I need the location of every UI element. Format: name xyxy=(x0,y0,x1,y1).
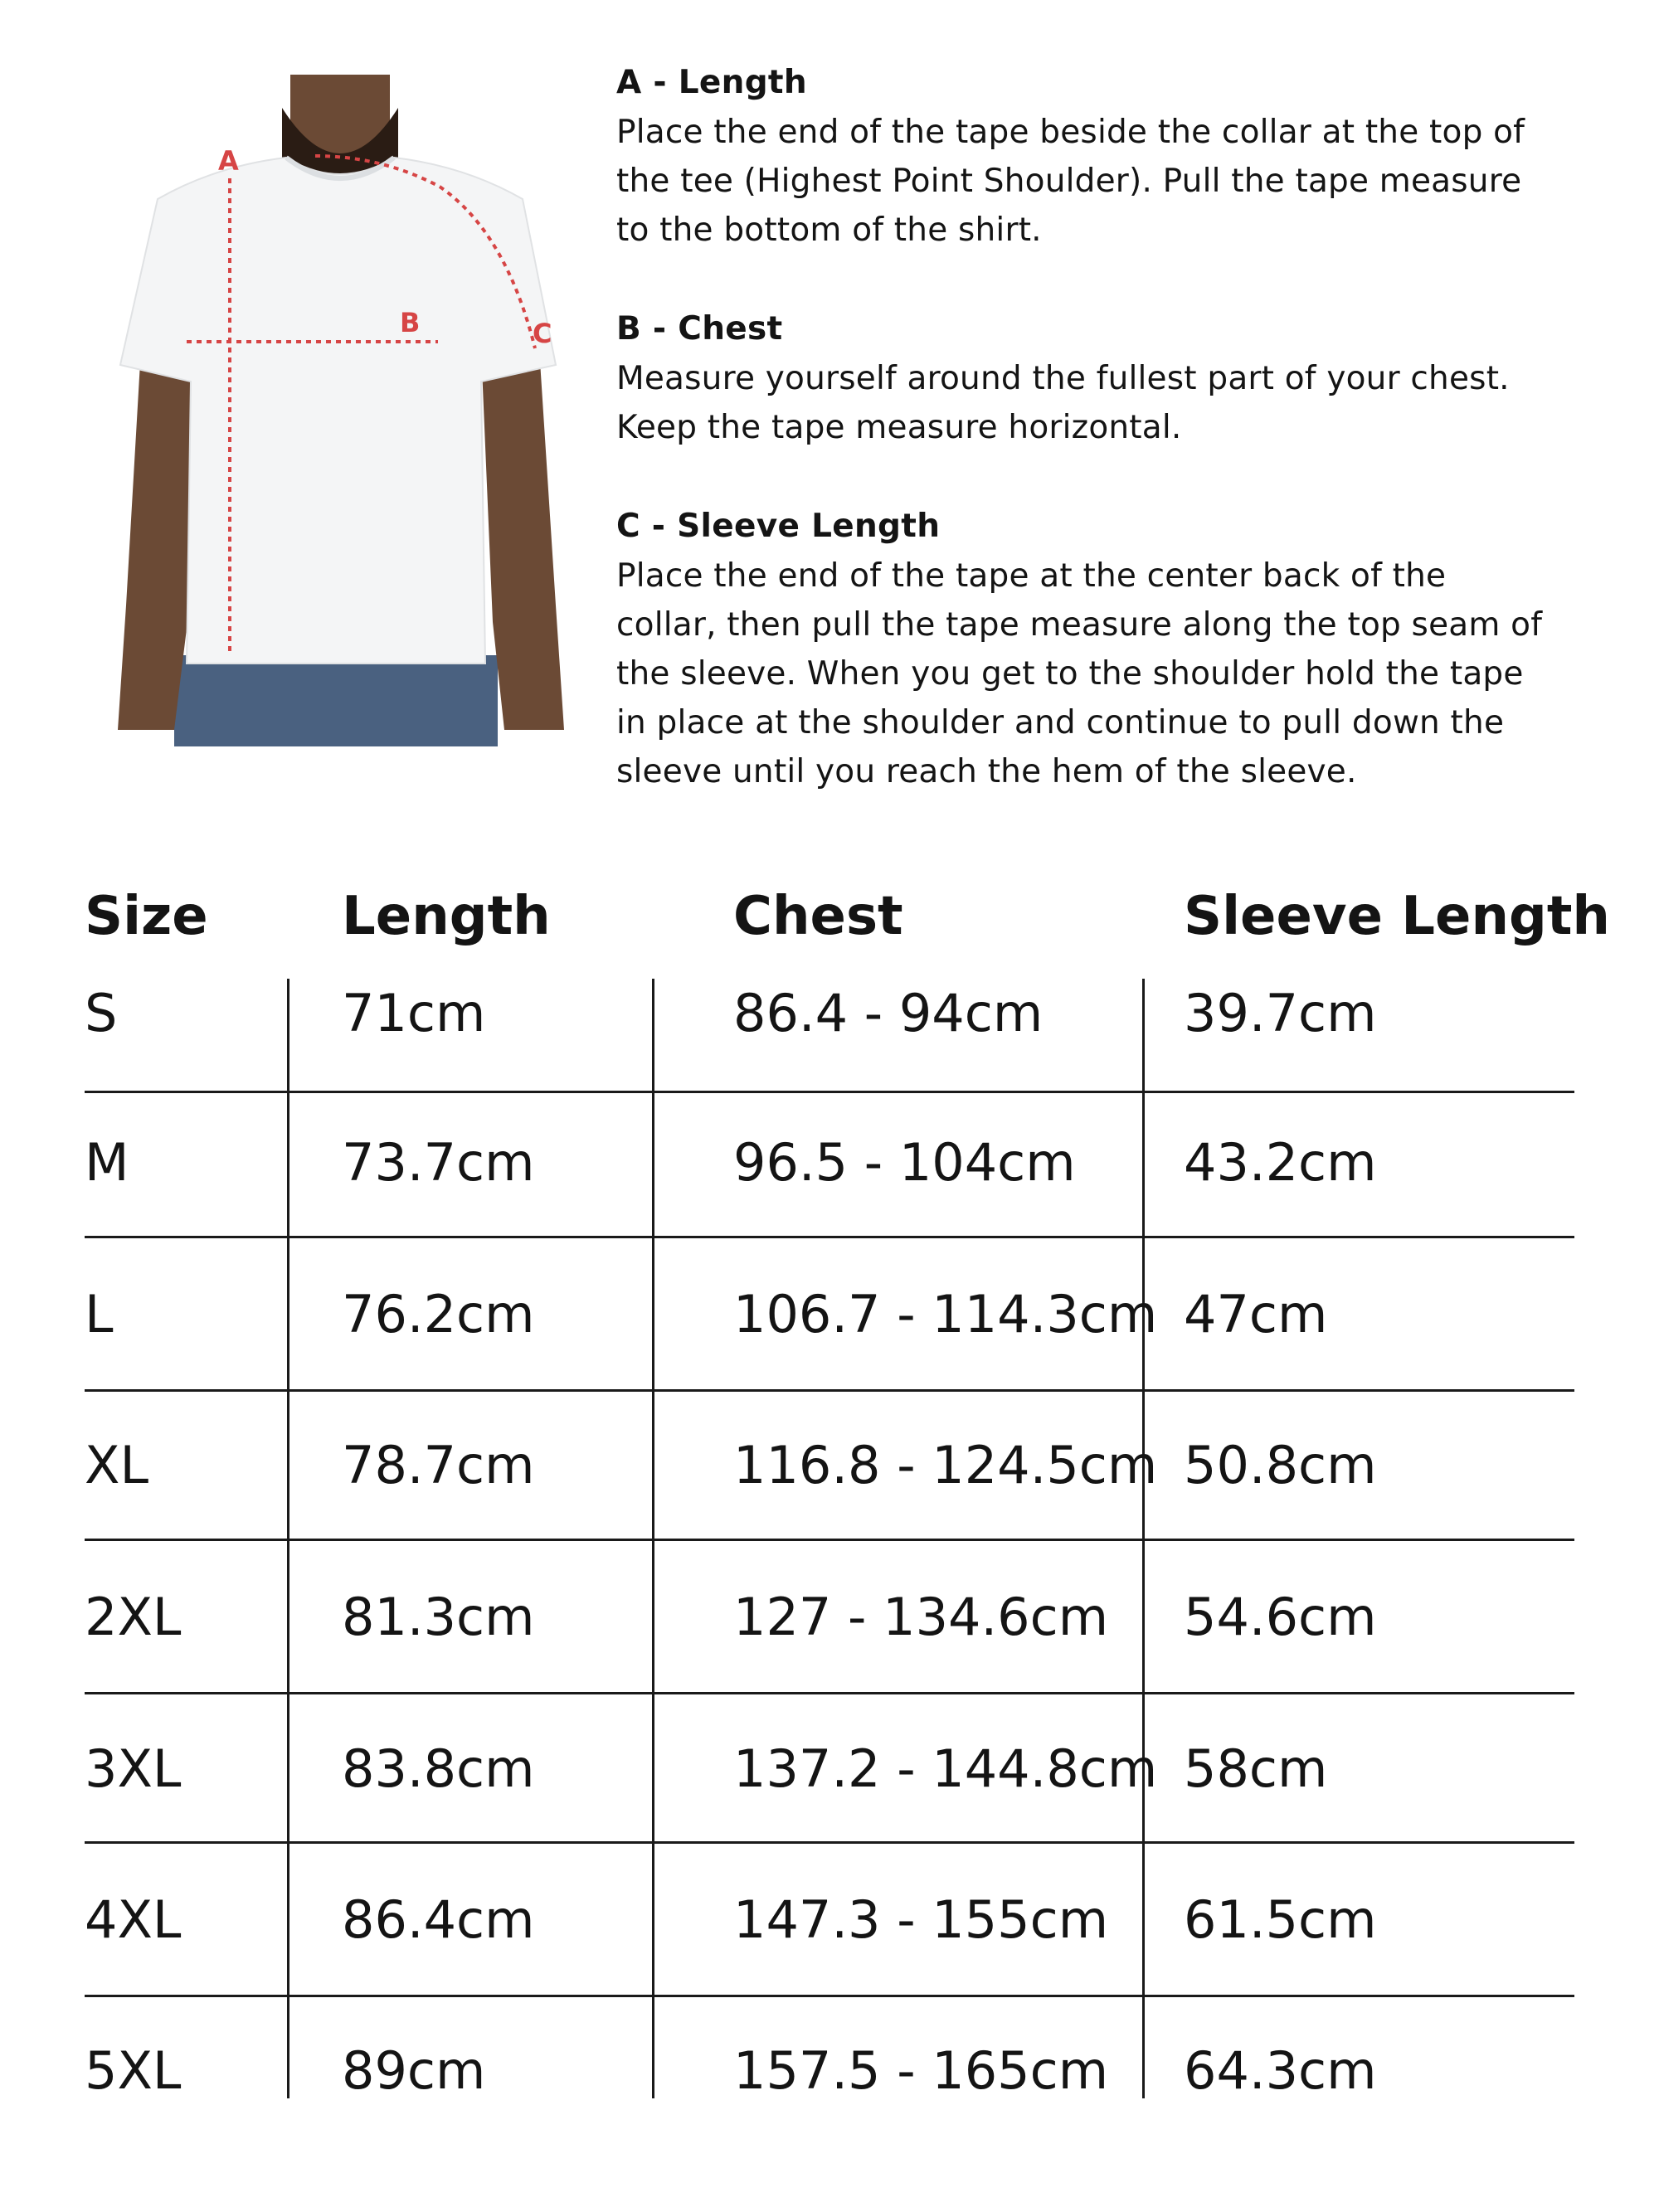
row-divider xyxy=(85,1389,1574,1392)
instruction-title: B - Chest xyxy=(616,310,783,348)
instruction-sleeve-length xyxy=(616,502,1628,796)
cell-size: L xyxy=(85,1284,114,1344)
instruction-line: the tee (Highest Point Shoulder). Pull the tape measure xyxy=(616,163,1522,200)
instruction-line: in place at the shoulder and continue to pull down the xyxy=(616,704,1505,741)
row-divider xyxy=(85,1841,1574,1844)
tshirt-diagram xyxy=(108,75,572,746)
instruction-line: Measure yourself around the fullest part of your chest. xyxy=(616,360,1510,397)
header-chest: Chest xyxy=(733,886,903,947)
instruction-title: C - Sleeve Length xyxy=(616,508,941,545)
cell-length: 78.7cm xyxy=(342,1435,535,1495)
cell-size: 2XL xyxy=(85,1587,182,1647)
cell-chest: 157.5 - 165cm xyxy=(733,2040,1109,2101)
marker-b-label: B xyxy=(400,307,421,338)
cell-sleeve-length: 39.7cm xyxy=(1184,983,1377,1043)
row-divider xyxy=(85,1692,1574,1694)
marker-c-label: C xyxy=(533,318,552,349)
instruction-line: sleeve until you reach the hem of the sleeve. xyxy=(616,753,1357,790)
cell-size: 4XL xyxy=(85,1889,182,1950)
instruction-line: Place the end of the tape beside the collar at the top of xyxy=(616,114,1525,151)
cell-sleeve-length: 43.2cm xyxy=(1184,1132,1377,1193)
marker-a-label: A xyxy=(218,145,239,177)
cell-chest: 137.2 - 144.8cm xyxy=(733,1738,1158,1799)
cell-sleeve-length: 64.3cm xyxy=(1184,2040,1377,2101)
cell-length: 83.8cm xyxy=(342,1738,535,1799)
cell-length: 89cm xyxy=(342,2040,486,2101)
header-sleeve-length: Sleeve Length xyxy=(1184,886,1610,947)
cell-sleeve-length: 50.8cm xyxy=(1184,1435,1377,1495)
cell-sleeve-length: 61.5cm xyxy=(1184,1889,1377,1950)
cell-chest: 127 - 134.6cm xyxy=(733,1587,1109,1647)
jeans-shape xyxy=(174,655,498,746)
instruction-title: A - Length xyxy=(616,64,807,101)
cell-length: 76.2cm xyxy=(342,1284,535,1344)
tshirt-measurement-illustration xyxy=(108,75,572,746)
cell-length: 81.3cm xyxy=(342,1587,535,1647)
row-divider xyxy=(85,1995,1574,1997)
cell-chest: 116.8 - 124.5cm xyxy=(733,1435,1158,1495)
cell-chest: 86.4 - 94cm xyxy=(733,983,1044,1043)
cell-size: XL xyxy=(85,1435,149,1495)
instruction-line: collar, then pull the tape measure along the top seam of xyxy=(616,606,1543,644)
cell-chest: 106.7 - 114.3cm xyxy=(733,1284,1158,1344)
cell-length: 71cm xyxy=(342,983,486,1043)
cell-length: 73.7cm xyxy=(342,1132,535,1193)
instruction-line: the sleeve. When you get to the shoulder hold the tape xyxy=(616,655,1524,693)
cell-chest: 96.5 - 104cm xyxy=(733,1132,1076,1193)
row-divider xyxy=(85,1236,1574,1238)
cell-chest: 147.3 - 155cm xyxy=(733,1889,1109,1950)
header-length: Length xyxy=(342,886,551,947)
instruction-line: Place the end of the tape at the center back of the xyxy=(616,557,1447,595)
instruction-line: Keep the tape measure horizontal. xyxy=(616,409,1182,446)
cell-sleeve-length: 54.6cm xyxy=(1184,1587,1377,1647)
cell-size: M xyxy=(85,1132,129,1193)
measurement-instructions xyxy=(616,58,1628,846)
cell-sleeve-length: 47cm xyxy=(1184,1284,1328,1344)
cell-length: 86.4cm xyxy=(342,1889,535,1950)
instruction-length xyxy=(616,58,1628,255)
row-divider xyxy=(85,1539,1574,1541)
cell-size: 5XL xyxy=(85,2040,182,2101)
header-size: Size xyxy=(85,886,208,947)
row-divider xyxy=(85,1091,1574,1093)
cell-size: 3XL xyxy=(85,1738,182,1799)
cell-size: S xyxy=(85,983,118,1043)
instruction-chest xyxy=(616,304,1628,452)
instruction-line: to the bottom of the shirt. xyxy=(616,211,1042,249)
cell-sleeve-length: 58cm xyxy=(1184,1738,1328,1799)
